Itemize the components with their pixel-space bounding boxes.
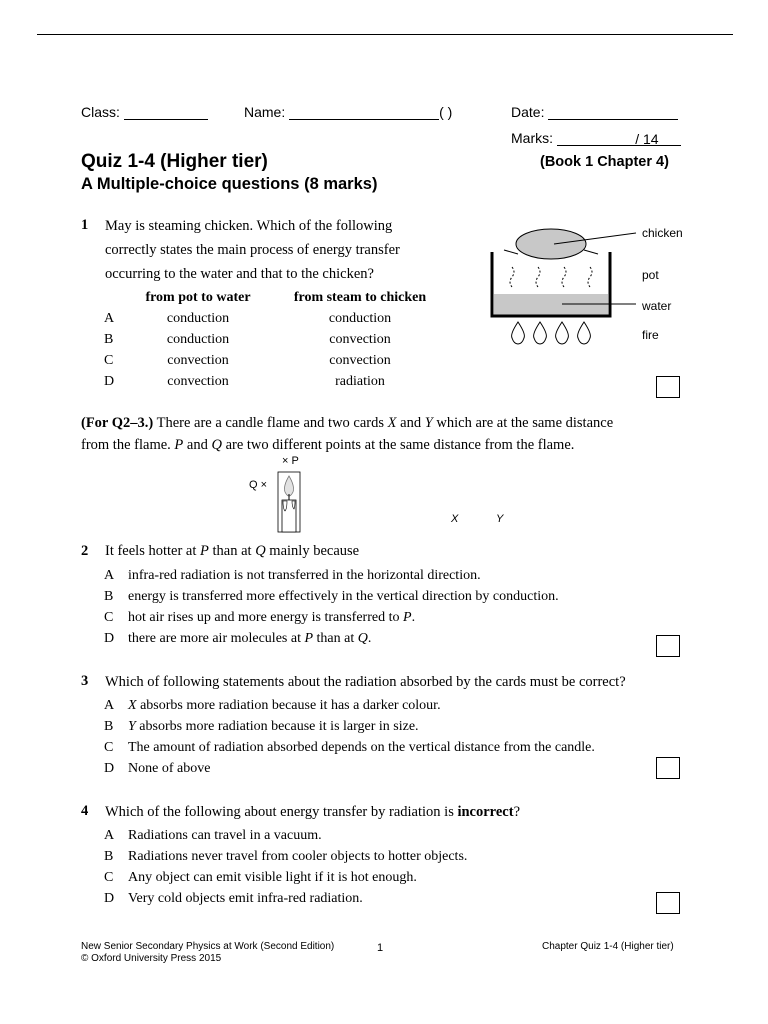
q4-answer-box[interactable] [656, 892, 680, 914]
label-point-q: Q × [249, 479, 268, 491]
q2-option-letter[interactable]: B [104, 589, 114, 604]
q2-stem-text: than at [208, 543, 256, 559]
date-label: Date: [511, 104, 545, 120]
var-x: X [387, 415, 397, 431]
q1-cell: convection [167, 353, 229, 368]
q3-number: 3 [81, 673, 89, 689]
class-field [81, 104, 208, 120]
footer-right: Chapter Quiz 1-4 (Higher tier) [542, 941, 674, 952]
steam-icon [510, 267, 592, 287]
q3-option-letter[interactable]: D [104, 761, 115, 776]
fire-icon [512, 322, 591, 344]
q4-stem: Which of the following about energy transfer by radiation is incorrect? [105, 804, 520, 820]
q2-stem-text: It feels hotter at [105, 543, 201, 559]
date-blank[interactable] [548, 105, 678, 120]
q1-option-letter[interactable]: B [104, 332, 114, 347]
context-text: and [396, 415, 425, 431]
context-lead: (For Q2–3.) [81, 415, 154, 431]
q1-col1-header: from pot to water [145, 290, 251, 305]
name-field [244, 104, 452, 120]
book-chapter: (Book 1 Chapter 4) [540, 154, 669, 170]
marks-field [511, 130, 681, 146]
name-blank[interactable] [289, 105, 439, 120]
var-q: Q [211, 437, 222, 453]
q4-option-text: Radiations never travel from cooler objects to hotter objects. [128, 849, 468, 864]
q2-stem-text: mainly because [265, 543, 360, 559]
q2-option-text: hot air rises up and more energy is transferred to P. [128, 610, 416, 625]
q2-option-text: energy is transferred more effectively in the vertical direction by conduction. [128, 589, 559, 604]
label-chicken: chicken [642, 226, 683, 240]
q1-stem [105, 214, 400, 286]
q4-number: 4 [81, 803, 89, 819]
context-text: which are at the same distance [432, 415, 614, 431]
q4-option-letter[interactable]: C [104, 870, 114, 885]
label-card-x: X [451, 513, 459, 525]
q1-cell: conduction [166, 311, 230, 326]
label-water: water [642, 299, 672, 313]
context-text: are two different points at the same distance from the flame. [221, 437, 575, 453]
var-p: P [174, 437, 184, 453]
footer-copyright: © Oxford University Press 2015 [81, 953, 222, 964]
q3-option-text: The amount of radiation absorbed depends on the vertical distance from the candle. [128, 740, 595, 755]
q2-option-letter[interactable]: C [104, 610, 114, 625]
q4-option-text: Radiations can travel in a vacuum. [128, 828, 322, 843]
q3-option-text: None of above [128, 761, 211, 776]
var-y: Y [424, 415, 433, 431]
chicken-icon [516, 229, 586, 259]
class-label: Class: [81, 104, 120, 120]
water-icon [494, 294, 608, 316]
context-text: There are a candle flame and two cards [153, 415, 388, 431]
q1-answer-box[interactable] [656, 376, 680, 398]
q1-option-letter[interactable]: D [104, 374, 115, 389]
candle-diagram [274, 470, 304, 534]
q3-option-letter[interactable]: A [104, 698, 115, 713]
marks-blank[interactable] [557, 131, 681, 146]
q2-option-letter[interactable]: A [104, 568, 115, 583]
marks-total: / 14 [635, 131, 659, 147]
q1-stem-line: correctly states the main process of energy transfer [105, 242, 400, 258]
q1-col2-header: from steam to chicken [293, 290, 427, 305]
q3-stem: Which of following statements about the radiation absorbed by the cards must be correct? [105, 674, 626, 690]
q1-cell: radiation [335, 374, 385, 389]
q2-stem [105, 539, 359, 563]
q1-option-letter[interactable]: C [104, 353, 114, 368]
section-title: A Multiple-choice questions (8 marks) [81, 175, 378, 193]
q3-option-text: X absorbs more radiation because it has a darker colour. [128, 698, 441, 713]
label-fire: fire [642, 328, 659, 342]
q1-cell: conduction [328, 311, 392, 326]
marks-label: Marks: [511, 130, 553, 146]
label-pot: pot [642, 268, 659, 282]
q1-cell: conduction [166, 332, 230, 347]
top-rule [37, 34, 733, 35]
q4-option-text: Any object can emit visible light if it is hot enough. [128, 870, 417, 885]
class-blank[interactable] [124, 105, 208, 120]
q1-stem-line: May is steaming chicken. Which of the following [105, 218, 393, 234]
q2-number: 2 [81, 543, 89, 559]
q3-option-text: Y absorbs more radiation because it is larger in size. [128, 719, 419, 734]
q1-cell: convection [167, 374, 229, 389]
flame-icon [285, 476, 294, 496]
q2-3-context [81, 411, 613, 457]
q4-option-letter[interactable]: D [104, 891, 115, 906]
q2-option-letter[interactable]: D [104, 631, 115, 646]
q1-cell: convection [329, 332, 391, 347]
footer-book-title: New Senior Secondary Physics at Work (Second Edition) [81, 941, 335, 952]
q4-option-letter[interactable]: A [104, 828, 115, 843]
context-text: and [183, 437, 212, 453]
label-point-p: × P [282, 455, 299, 467]
q4-option-text: Very cold objects emit infra-red radiation. [128, 891, 363, 906]
q1-number: 1 [81, 217, 89, 233]
var-p: P [200, 543, 209, 559]
q2-answer-box[interactable] [656, 635, 680, 657]
q1-cell: convection [329, 353, 391, 368]
q1-stem-line: occurring to the water and that to the chicken? [105, 266, 374, 282]
footer-left [81, 941, 334, 965]
context-text: from the flame. [81, 437, 175, 453]
q3-option-letter[interactable]: B [104, 719, 114, 734]
page-number: 1 [377, 942, 384, 954]
name-label: Name: [244, 104, 286, 120]
label-card-y: Y [496, 513, 504, 525]
var-q: Q [255, 543, 266, 559]
quiz-title: Quiz 1-4 (Higher tier) [81, 151, 268, 172]
date-field [511, 104, 678, 120]
q2-option-text: there are more air molecules at P than at Q. [128, 631, 372, 646]
class-number-paren: ( ) [439, 104, 453, 120]
q3-answer-box[interactable] [656, 757, 680, 779]
q1-option-letter[interactable]: A [104, 311, 115, 326]
q4-option-letter[interactable]: B [104, 849, 114, 864]
q3-option-letter[interactable]: C [104, 740, 114, 755]
q2-option-text: infra-red radiation is not transferred in the horizontal direction. [128, 568, 481, 583]
q4-emphasis: incorrect [457, 804, 514, 820]
